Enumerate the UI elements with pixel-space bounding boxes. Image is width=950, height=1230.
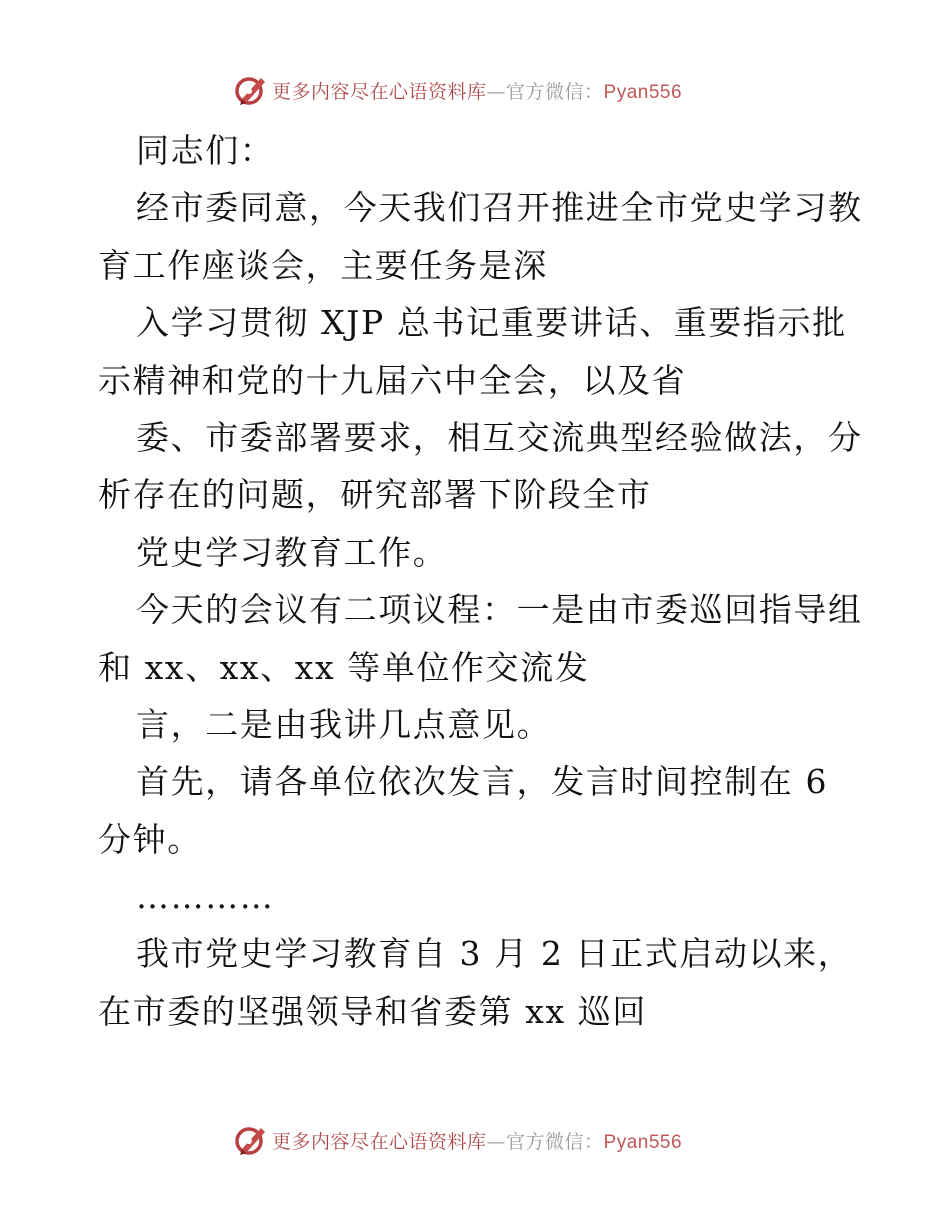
watermark-wx-id: Pyan556 bbox=[603, 1131, 683, 1153]
text-line: 和 xx、xx、xx 等单位作交流发 bbox=[98, 647, 590, 687]
text-line: 今天的会议有二项议程：一是由市委巡回指导组 bbox=[136, 590, 863, 630]
text-line: 经市委同意，今天我们召开推进全市党史学习教 bbox=[136, 188, 863, 228]
watermark-row bbox=[234, 72, 682, 108]
watermark-wx-label: 官方微信： bbox=[506, 80, 604, 103]
pen-logo-icon bbox=[234, 73, 268, 107]
footer-watermark bbox=[0, 1120, 950, 1160]
ellipsis-line: ………… bbox=[136, 877, 275, 917]
watermark-wx-label: 官方微信： bbox=[506, 1130, 604, 1153]
watermark-site: 更多内容尽在心语资料库 bbox=[272, 1130, 487, 1153]
watermark-row bbox=[234, 1122, 682, 1158]
text-line: 党史学习教育工作。 bbox=[136, 532, 448, 572]
text-line: 我市党史学习教育自 3 月 2 日正式启动以来， bbox=[136, 934, 853, 974]
text-line: 育工作座谈会，主要任务是深 bbox=[98, 245, 548, 285]
text-line: 委、市委部署要求，相互交流典型经验做法，分 bbox=[136, 417, 863, 457]
document-body bbox=[98, 122, 863, 1040]
text-line: 在市委的坚强领导和省委第 xx 巡回 bbox=[98, 991, 648, 1031]
header-watermark bbox=[0, 70, 950, 110]
pen-logo-icon bbox=[234, 1123, 268, 1157]
text-line: 析存在的问题，研究部署下阶段全市 bbox=[98, 475, 652, 515]
text-line: 入学习贯彻 XJP 总书记重要讲话、重要指示批 bbox=[136, 303, 847, 343]
text-line: 示精神和党的十九届六中全会，以及省 bbox=[98, 360, 687, 400]
watermark-text bbox=[272, 1127, 682, 1154]
watermark-separator: — bbox=[486, 80, 507, 103]
watermark-site: 更多内容尽在心语资料库 bbox=[272, 80, 487, 103]
text-line: 言，二是由我讲几点意见。 bbox=[136, 704, 552, 744]
text-line: 分钟。 bbox=[98, 819, 202, 859]
salutation: 同志们： bbox=[136, 131, 275, 170]
watermark-separator: — bbox=[486, 1130, 507, 1153]
text-line: 首先，请各单位依次发言，发言时间控制在 6 bbox=[136, 762, 829, 802]
watermark-wx-id: Pyan556 bbox=[603, 81, 683, 103]
watermark-text bbox=[272, 77, 682, 104]
